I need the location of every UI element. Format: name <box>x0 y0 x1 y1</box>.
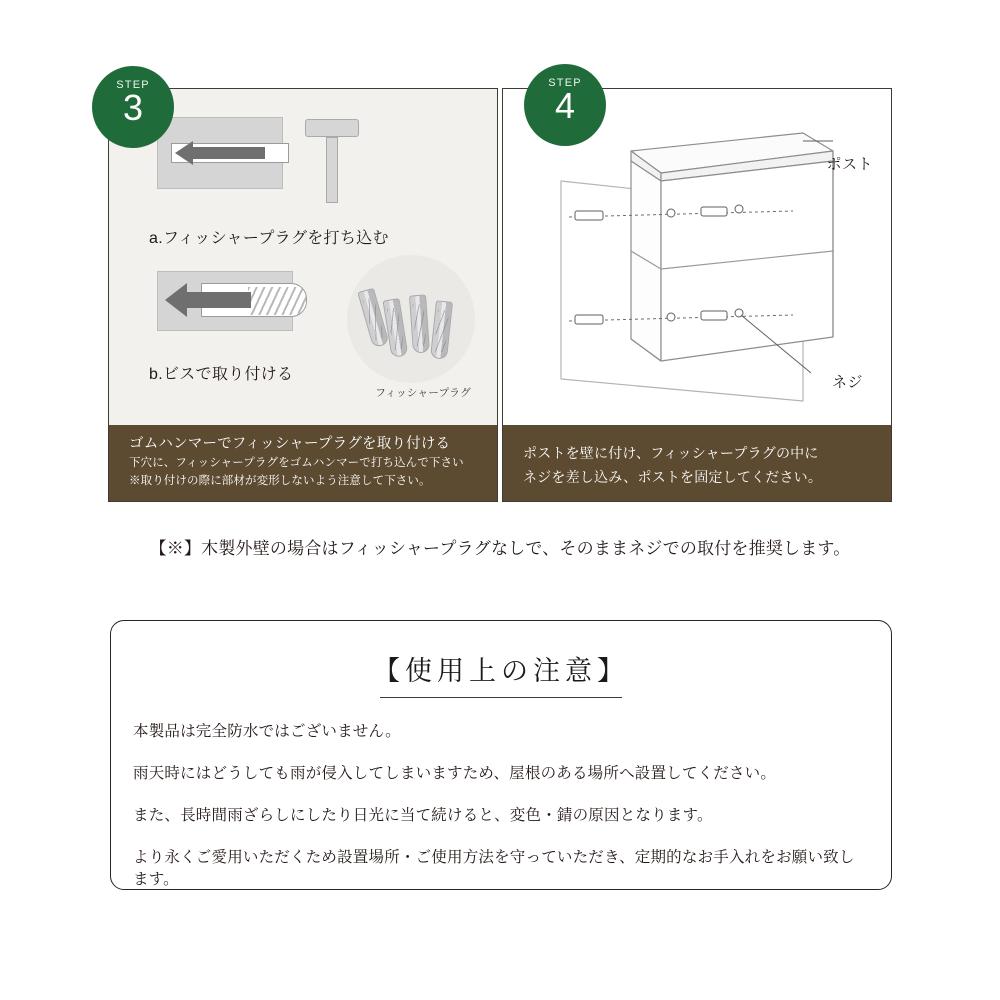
rubber-hammer-handle-icon <box>326 137 338 203</box>
caution-line: また、長時間雨ざらしにしたり日光に当て続けると、変色・錆の原因となります。 <box>133 807 713 824</box>
caution-line: 雨天時にはどうしても雨が侵入してしまいますため、屋根のある場所へ設置してください。 <box>133 765 777 782</box>
caution-title-underline <box>380 697 622 698</box>
step-4-label-post: ポスト <box>826 156 873 173</box>
step-3-badge-number: 3 <box>122 87 144 128</box>
plug-item <box>383 298 409 358</box>
caution-line: 本製品は完全防水ではございません。 <box>133 723 401 740</box>
step-3-label-b: b.ビスで取り付ける <box>149 366 294 383</box>
insert-arrow-tail-top <box>191 147 265 159</box>
insert-arrow-head-bottom <box>165 283 187 317</box>
step-4-badge-word: STEP <box>548 77 582 89</box>
step-4-panel <box>502 85 892 502</box>
caution-box <box>110 620 892 890</box>
caution-title: 【使用上の注意】 <box>373 656 629 687</box>
step-3-caption-line-1: ゴムハンマーでフィッシャープラグを取り付ける <box>129 436 451 452</box>
insert-arrow-tail-bottom <box>185 292 251 308</box>
fischer-plug-photo-circle <box>347 255 475 383</box>
step-4-caption-line-2: ネジを差し込み、ポストを固定してください。 <box>523 468 823 485</box>
step-4-badge-number: 4 <box>554 85 576 126</box>
step-3-label-a: a.フィッシャープラグを打ち込む <box>149 230 389 247</box>
step-3-caption-line-2: 下穴に、フィッシャープラグをゴムハンマーで打ち込んで下さい <box>129 457 464 470</box>
step-4-label-screw: ネジ <box>831 374 863 391</box>
caution-body <box>133 719 869 909</box>
step-3-badge-word: STEP <box>116 79 150 91</box>
steps-row <box>0 77 1000 518</box>
step-3-caption-line-3: ※取り付けの際に部材が変形しないよう注意して下さい。 <box>129 474 431 487</box>
step-3-panel <box>108 88 498 502</box>
plug-item <box>409 294 430 353</box>
step-3-caption <box>109 425 497 501</box>
step-3-illustration <box>109 89 497 427</box>
step-4-badge <box>524 64 606 146</box>
step-4-caption-line-1: ポストを壁に付け、フィッシャープラグの中に <box>523 445 819 461</box>
plug-thread-pattern <box>248 287 306 315</box>
wooden-wall-note: 【※】木製外壁の場合はフィッシャープラグなしで、そのままネジでの取付を推奨します。 <box>149 539 851 558</box>
step-3-badge <box>92 66 174 148</box>
plug-item <box>430 300 453 359</box>
rubber-hammer-head-icon <box>305 119 359 137</box>
fischer-plug-caption: フィッシャープラグ <box>375 387 471 399</box>
step-4-caption <box>503 425 891 501</box>
caution-line: より永くご愛用いただくため設置場所・ご使用方法を守っていただき、定期的なお手入れをお願い致します。 <box>133 849 855 888</box>
